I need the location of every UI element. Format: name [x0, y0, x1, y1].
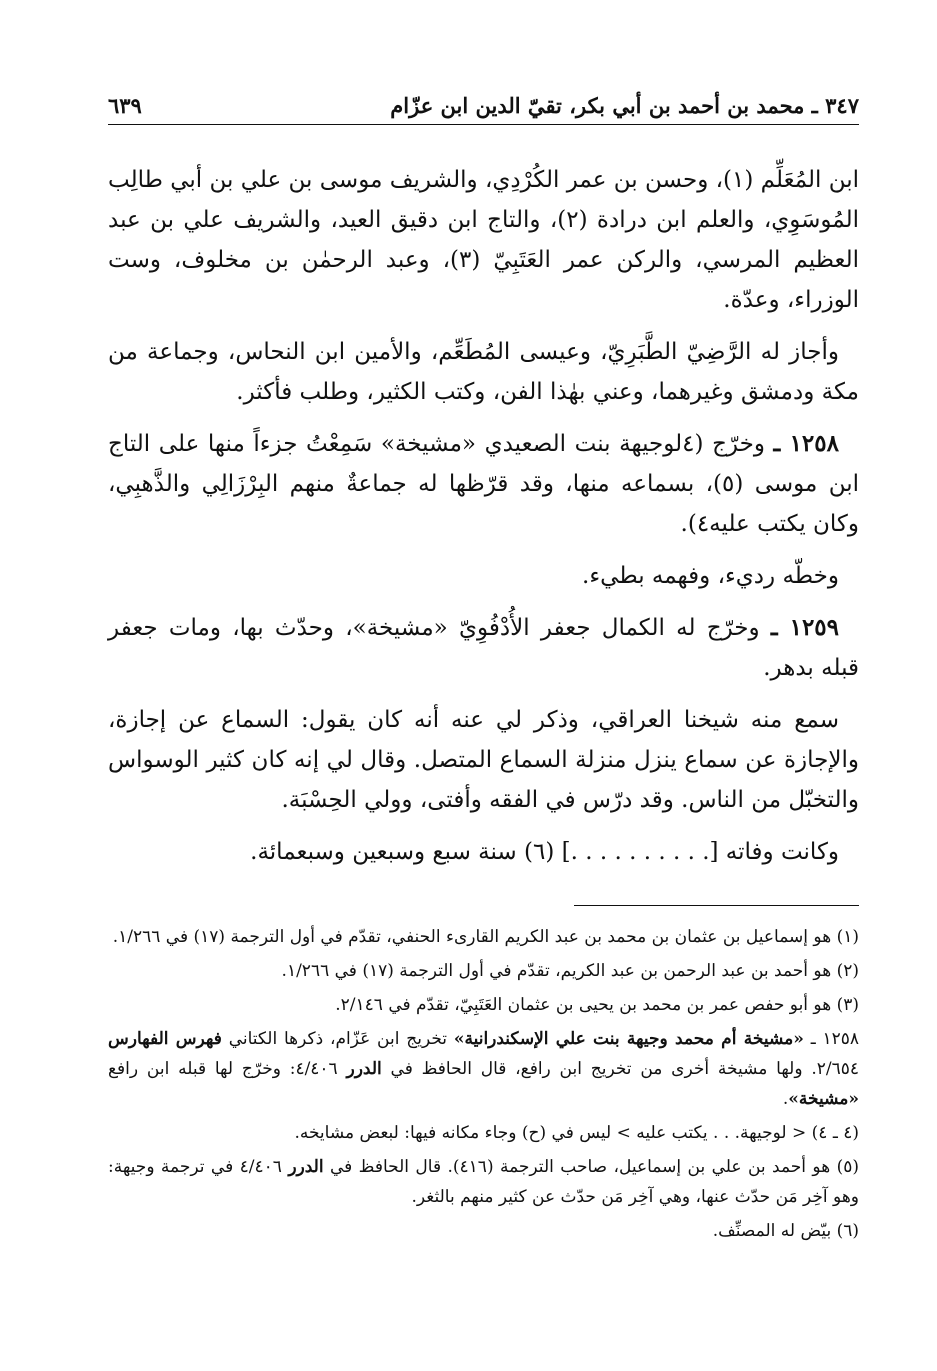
main-text [108, 160, 859, 884]
entry-1259 [108, 608, 859, 688]
paragraph-iraqi: سمع منه شيخنا العراقي، وذكر لي عنه أنه كان يقول: السماع عن إجازة، والإجازة عن سماع ينزل منزلة السماع المتصل. وقال لي إنه كان كثير الوسواس والتخبّل من الناس. وقد درّس في الفقه وأفتى، وولي الحِسْبَة. [108, 707, 859, 813]
note-text: ٢/٦٥٤. ولها مشيخة أخرى من تخريج ابن رافع، قال الحافظ في [381, 1059, 859, 1079]
page-number: ٦٣٩ [108, 93, 142, 118]
entry-1258 [108, 424, 859, 544]
entry-number: ١٢٥٩ ـ [770, 614, 840, 641]
header-title: ٣٤٧ ـ محمد بن أحمد بن أبي بكر، تقيّ الدين ابن عزّام [390, 93, 859, 118]
note-book-title: فهرس الفهارس [108, 1029, 222, 1049]
entry-number: ١٢٥٨ ـ [773, 430, 839, 457]
note-work-title: «مشيخة أم محمد وجيهة بنت علي الإسكندرانية» [453, 1029, 804, 1049]
footnote-6: (٦) بيّض له المصنِّف. [712, 1221, 859, 1241]
footnote-1: (١) هو إسماعيل بن عثمان بن محمد بن عبد الكريم القارىء الحنفي، تقدّم في أول الترجمة (١٧) في ١/٢٦٦. [112, 927, 859, 947]
note-book-title: الدرر [288, 1157, 324, 1177]
paragraph-handwriting: وخطّه رديء، وفهمه بطيء. [582, 563, 839, 589]
paragraph-death: وكانت وفاته [. . . . . . . . . .] (٦) سنة سبع وسبعين وسبعمائة. [250, 839, 839, 865]
entry-text: وخرّج له الكمال جعفر الأُدْفُوِيّ «مشيخة»، وحدّث بها، ومات جعفر قبله بدهر. [108, 615, 859, 681]
note-text: (٥) هو أحمد بن علي بن إسماعيل، صاحب الترجمة (٤١٦). قال الحافظ في [323, 1157, 859, 1177]
note-text: . [782, 1089, 789, 1109]
note-entry-number: ١٢٥٨ ـ [810, 1029, 860, 1049]
paragraph-teachers: ابن المُعَلِّم (١)، وحسن بن عمر الكُرْدِي، والشريف موسى بن علي بن أبي طالِب المُوسَوِي، والعلم ابن درادة (٢)، والتاج ابن دقيق العيد، والشريف علي بن عبد العظيم المرسي، والركن عمر العَتَبِيّ (٣)، وعبد الرحمٰن بن مخلوف، وست الوزراء، وعدّة. [108, 167, 859, 313]
note-book-title: الدرر [346, 1059, 382, 1079]
footnote-3: (٣) هو أبو حفص عمر بن محمد بن يحيى بن عثمان العَتَبِيّ، تقدّم في ٢/١٤٦. [335, 995, 859, 1015]
note-text: تخريج ابن عَزّام، ذكرها الكتاني [221, 1029, 454, 1049]
note-text: ٤/٤٠٦ في ترجمة وجيهة: وهو آخِر مَن حدّث عنها، وهي آخِر مَن حدّث عن كثير منهم بالثغر. [108, 1157, 859, 1207]
running-header [108, 82, 859, 118]
entry-text: وخرّج (٤لوجيهة بنت الصعيدي «مشيخة» سَمِعْتُ جزءاً منها على التاج ابن موسى (٥)، بسماعه منها، وقد قرّظها له جماعةٌ منهم البِرْزَالِي والذَّهبِي، وكان يكتب عليه٤). [108, 431, 859, 537]
note-book-title: «مشيخة» [788, 1089, 859, 1109]
footnote-rule [574, 905, 859, 906]
footnote-5 [108, 1152, 859, 1212]
paragraph-ijazah: وأجاز له الرَّضِيّ الطَّبَرِيّ، وعيسى المُطَعِّم، والأمين ابن النحاس، وجماعة من مكة ودمشق وغيرهما، وعني بهٰذا الفن، وكتب الكثير، وطلب فأكثر. [108, 339, 859, 405]
footnotes [108, 922, 859, 1250]
footnote-4: (٤ ـ ٤) < لوجيهة. . . يكتب عليه > ليس في (ح) وجاء مكانه فيها: لبعض مشايخه. [294, 1123, 859, 1143]
note-entry-1258 [108, 1024, 859, 1114]
footnote-2: (٢) هو أحمد بن عبد الرحمن بن عبد الكريم، تقدّم في أول الترجمة (١٧) في ١/٢٦٦. [281, 961, 859, 981]
header-rule [108, 124, 859, 125]
note-text: ٤/٤٠٦: وخرّج لها قبله ابن رافع [108, 1059, 347, 1079]
